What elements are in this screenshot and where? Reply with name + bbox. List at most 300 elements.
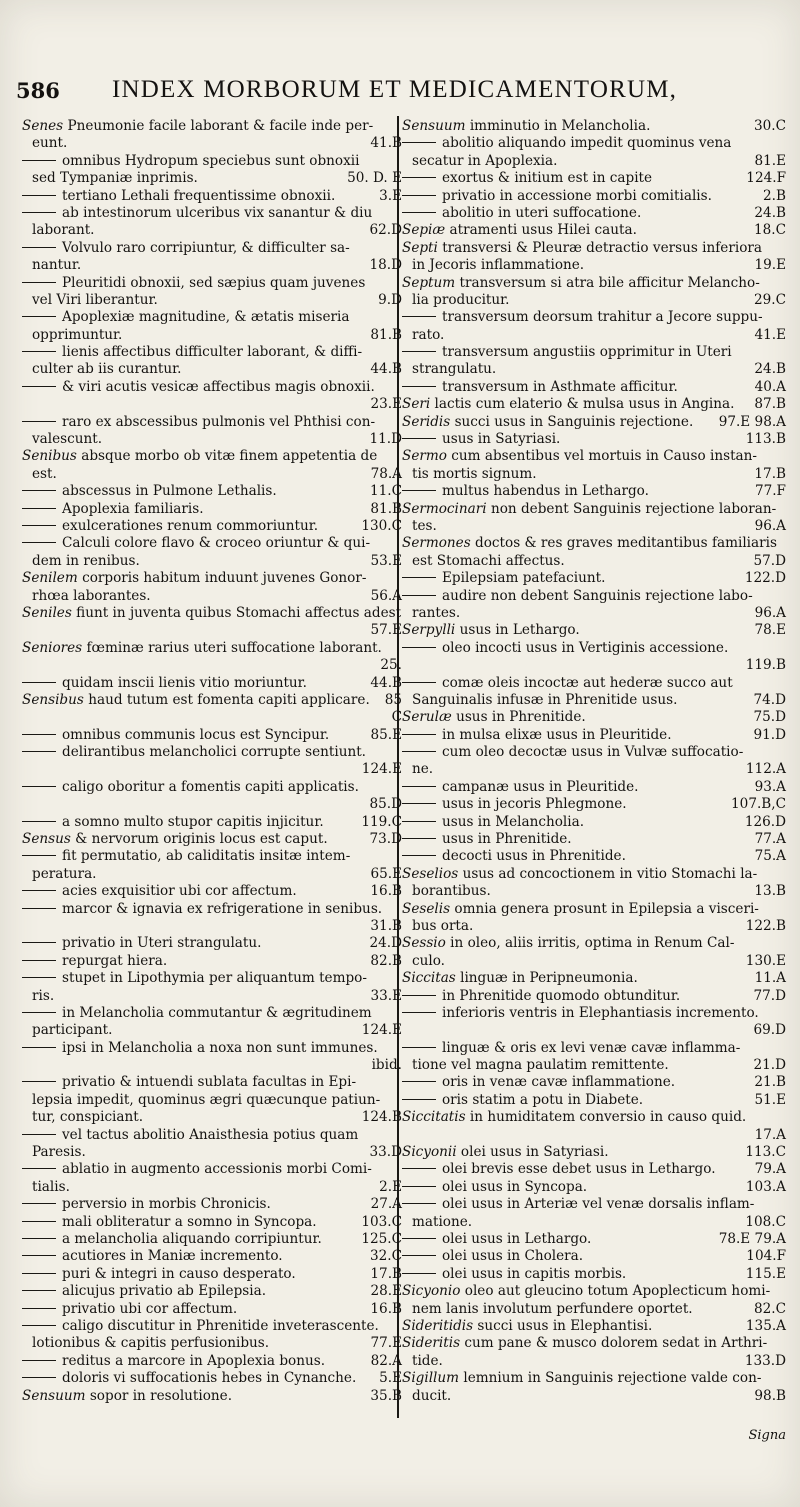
entry-line: [402, 831, 786, 848]
entry-line: [22, 466, 402, 483]
ditto-dash: [22, 282, 56, 283]
page-reference: 24.B: [754, 361, 786, 378]
index-entry: [22, 205, 402, 240]
page-reference: 18.D: [369, 257, 402, 274]
index-entry: [22, 483, 402, 500]
index-entry: [22, 692, 402, 727]
index-entry: [402, 1335, 786, 1370]
index-entry: [402, 1196, 786, 1231]
page-reference: 16.B: [370, 1300, 402, 1317]
page-reference: 91.D: [753, 726, 786, 743]
index-entry: [22, 1214, 402, 1231]
entry-line: [22, 292, 402, 309]
ditto-dash: [402, 838, 436, 839]
entry-line: [402, 414, 786, 431]
entry-headword: Septum: [402, 274, 456, 291]
index-entry: [402, 814, 786, 831]
page-reference: 125.C: [361, 1231, 402, 1247]
entry-line: [402, 657, 786, 674]
ditto-dash: [402, 647, 436, 648]
page-reference: 78.E 79.A: [718, 1231, 786, 1247]
entry-headword: Sicyonio: [402, 1283, 461, 1300]
entry-line: [402, 327, 786, 344]
entry-line: [402, 1335, 786, 1352]
page-reference: 75.A: [754, 848, 786, 865]
page-reference: 73.D: [369, 831, 402, 848]
index-entry: [402, 309, 786, 344]
entry-line: [22, 622, 402, 639]
entry-text: rato.: [412, 326, 445, 343]
entry-line: [402, 970, 786, 987]
entry-line: [22, 205, 402, 222]
page-reference: 85.D: [369, 796, 402, 813]
index-entry: [402, 344, 786, 379]
index-entry: [22, 1074, 402, 1126]
entry-text: Paresis.: [32, 1144, 86, 1161]
ditto-dash: [22, 351, 56, 352]
ditto-dash: [22, 855, 56, 856]
entry-line: [22, 1092, 402, 1109]
entry-line: [22, 831, 402, 848]
ditto-dash: [402, 577, 436, 578]
index-entry: [402, 848, 786, 865]
page-reference: 11.A: [754, 970, 786, 987]
entry-text: sed Tympaniæ inprimis.: [32, 170, 198, 187]
entry-line: [402, 379, 786, 396]
entry-text: dem in renibus.: [32, 552, 140, 569]
entry-headword: Senibus: [22, 448, 77, 465]
entry-line: [402, 135, 786, 152]
entry-text: usus in Phrenitide.: [456, 709, 586, 726]
entry-text: usus in Phrenitide.: [442, 831, 572, 848]
index-entry: [22, 953, 402, 970]
ditto-dash: [22, 960, 56, 961]
entry-text: in humiditatem conversio in causo quid.: [469, 1109, 747, 1126]
entry-line: [22, 1179, 402, 1196]
entry-text: lia producitur.: [412, 291, 510, 308]
entry-line: [22, 970, 402, 987]
entry-text: strangulatu.: [412, 361, 497, 378]
entry-line: [402, 1040, 786, 1057]
page-reference: 119.C: [361, 813, 402, 830]
entry-headword: Siccitatis: [402, 1109, 466, 1126]
entry-line: [402, 866, 786, 883]
entry-line: [402, 1231, 786, 1248]
entry-line: [22, 814, 402, 831]
ditto-dash: [22, 490, 56, 491]
index-entry: [402, 1179, 786, 1196]
entry-text: caligo discutitur in Phrenitide inveterascente.: [62, 1317, 379, 1334]
page-reference: 96.A: [754, 517, 786, 534]
entry-line: [22, 553, 402, 570]
running-title: INDEX MORBORUM ET MEDICAMENTORUM,: [112, 76, 678, 103]
entry-line: [402, 1214, 786, 1231]
ditto-dash: [22, 1308, 56, 1309]
entry-text: peratura.: [32, 865, 97, 882]
entry-line: [22, 692, 402, 709]
ditto-dash: [22, 421, 56, 422]
entry-line: [402, 535, 786, 552]
entry-text: caligo oboritur a fomentis capiti applicatis.: [62, 778, 359, 795]
entry-text: lepsia impedit, quominus ægri quæcunque patiun-: [32, 1091, 381, 1108]
entry-line: [22, 1266, 402, 1283]
entry-text: in Phrenitide quomodo obtunditur.: [442, 987, 681, 1004]
ditto-dash: [22, 1081, 56, 1082]
entry-headword: Sessio: [402, 935, 446, 952]
entry-text: nantur.: [32, 257, 82, 274]
entry-text: doctos & res graves meditantibus familiaris: [475, 535, 777, 552]
page-reference: 19.E: [754, 257, 786, 274]
entry-text: doloris vi suffocationis hebes in Cynanche.: [62, 1370, 357, 1387]
entry-line: [402, 518, 786, 535]
entry-headword: Seniles: [22, 604, 72, 621]
page-reference: 96.A: [754, 604, 786, 621]
entry-text: lactis cum elaterio & mulsa usus in Angina.: [434, 396, 735, 413]
entry-text: Apoplexiæ magnitudine, & ætatis miseria: [62, 309, 350, 326]
page-reference: 108.C: [745, 1213, 786, 1230]
entry-line: [22, 675, 402, 692]
entry-line: [22, 344, 402, 361]
page-reference: 78.E: [754, 622, 786, 639]
entry-text: non debent Sanguinis rejectione laboran-: [490, 500, 777, 517]
entry-line: [402, 257, 786, 274]
entry-text: cum pane & musco dolorem sedat in Arthri-: [464, 1335, 768, 1352]
index-entry: [402, 1231, 786, 1248]
entry-text: marcor & ignavia ex refrigeratione in senibus.: [62, 900, 383, 917]
entry-text: borantibus.: [412, 883, 491, 900]
index-entry: [22, 1005, 402, 1040]
entry-text: campanæ usus in Pleuritide.: [442, 778, 639, 795]
page-reference: 81.B: [370, 500, 402, 517]
index-entry: [22, 675, 402, 692]
entry-text: oleo incocti usus in Vertiginis accessione.: [442, 639, 729, 656]
page-reference: 85.E: [370, 726, 402, 743]
index-entry: [402, 796, 786, 813]
page-reference: 103.A: [745, 1178, 786, 1195]
entry-line: [22, 1370, 402, 1387]
index-entry: [22, 1040, 402, 1075]
entry-line: [402, 292, 786, 309]
entry-headword: Sepiæ: [402, 222, 446, 239]
entry-text: olei usus in Cholera.: [442, 1248, 584, 1265]
ditto-dash: [402, 751, 436, 752]
index-entry: [402, 188, 786, 205]
entry-line: [402, 935, 786, 952]
ditto-dash: [402, 1047, 436, 1048]
entry-headword: Sicyonii: [402, 1144, 457, 1161]
index-entry: [22, 1370, 402, 1387]
ditto-dash: [402, 821, 436, 822]
entry-line: [22, 1196, 402, 1213]
ditto-dash: [22, 508, 56, 509]
entry-text: omnibus Hydropum speciebus sunt obnoxii: [62, 152, 360, 169]
entry-line: [22, 135, 402, 152]
index-entry: [402, 1248, 786, 1265]
entry-line: [22, 709, 402, 726]
entry-text: alicujus privatio ab Epilepsia.: [62, 1283, 267, 1300]
page-reference: 50. D. E: [347, 170, 402, 187]
entry-line: [402, 205, 786, 222]
entry-text: in Jecoris inflammatione.: [412, 257, 585, 274]
index-entry: [402, 1318, 786, 1335]
page-reference: 2.E: [379, 1178, 402, 1195]
entry-text: ris.: [32, 987, 55, 1004]
entry-text: olei usus in Syncopa.: [442, 1178, 588, 1195]
entry-line: [22, 1022, 402, 1039]
entry-line: [22, 483, 402, 500]
entry-line: [22, 501, 402, 518]
ditto-dash: [402, 1168, 436, 1169]
ditto-dash: [22, 734, 56, 735]
page-reference: 133.D: [744, 1352, 786, 1369]
entry-line: [402, 779, 786, 796]
page-reference: 5.E: [379, 1370, 402, 1387]
entry-headword: Sensibus: [22, 691, 84, 708]
entry-line: [402, 1283, 786, 1300]
entry-line: [22, 153, 402, 170]
entry-headword: Sermones: [402, 535, 471, 552]
index-entry: [22, 1127, 402, 1162]
entry-line: [402, 1074, 786, 1091]
entry-text: usus in Melancholia.: [442, 813, 585, 830]
entry-headword: Sensuum: [22, 1387, 86, 1404]
page-reference: 44.B: [370, 361, 402, 378]
page-reference: C: [391, 709, 402, 726]
page-reference: 13.B: [754, 883, 786, 900]
index-entry: [22, 448, 402, 483]
entry-text: in Melancholia commutantur & ægritudinem: [62, 1004, 372, 1021]
index-entry: [22, 814, 402, 831]
page-reference: 24.B: [754, 204, 786, 221]
page-reference: 113.C: [745, 1144, 786, 1161]
page-reference: 24.D: [369, 935, 402, 952]
index-entry: [22, 240, 402, 275]
entry-text: fit permutatio, ab caliditatis insitæ intem-: [62, 848, 351, 865]
entry-text: Epilepsiam patefaciunt.: [442, 570, 606, 587]
entry-text: usus in Satyriasi.: [442, 431, 561, 448]
entry-line: [22, 257, 402, 274]
entry-text: vel Viri liberantur.: [32, 291, 158, 308]
entry-text: oleo aut gleucino totum Apoplecticum homi-: [464, 1283, 771, 1300]
ditto-dash: [402, 855, 436, 856]
page-reference: 77.A: [754, 831, 786, 848]
entry-line: [22, 1109, 402, 1126]
ditto-dash: [22, 247, 56, 248]
entry-line: [22, 883, 402, 900]
ditto-dash: [22, 942, 56, 943]
entry-line: [402, 344, 786, 361]
entry-text: tis mortis signum.: [412, 465, 537, 482]
entry-line: [402, 1179, 786, 1196]
entry-line: [402, 692, 786, 709]
index-entry: [22, 727, 402, 744]
entry-text: transversi & Pleuræ detractio versus inferiora: [442, 239, 762, 256]
index-entry: [402, 205, 786, 222]
page-reference: 78.A: [370, 465, 402, 482]
entry-text: & nervorum originis locus est caput.: [75, 831, 328, 848]
page-reference: 130.C: [361, 517, 402, 534]
entry-line: [22, 1127, 402, 1144]
entry-text: imminutio in Melancholia.: [469, 118, 651, 134]
page-reference: 65.E: [370, 865, 402, 882]
entry-line: [402, 1248, 786, 1265]
entry-text: stupet in Lipothymia per aliquantum tempo-: [62, 970, 367, 987]
entry-line: [402, 153, 786, 170]
entry-line: [402, 622, 786, 639]
ditto-dash: [402, 1273, 436, 1274]
entry-line: [22, 657, 402, 674]
page-reference: 79.A: [754, 1161, 786, 1178]
entry-line: [22, 448, 402, 465]
entry-line: [22, 1335, 402, 1352]
page-number: 586: [16, 78, 60, 103]
entry-headword: Serpylli: [402, 622, 456, 639]
ditto-dash: [22, 1238, 56, 1239]
ditto-dash: [402, 386, 436, 387]
entry-line: [22, 1248, 402, 1265]
entry-line: [22, 605, 402, 622]
entry-line: [402, 744, 786, 761]
entry-line: [22, 396, 402, 413]
entry-line: [22, 222, 402, 239]
entry-text: olei usus in Lethargo.: [442, 1231, 592, 1247]
index-entry: [402, 535, 786, 570]
entry-text: participant.: [32, 1022, 113, 1039]
page-reference: 3.E: [379, 187, 402, 204]
entry-line: [22, 640, 402, 657]
index-entry: [402, 431, 786, 448]
page-reference: 74.D: [753, 691, 786, 708]
entry-text: privatio in accessione morbi comitialis.: [442, 187, 712, 204]
page-reference: 51.E: [754, 1091, 786, 1108]
entry-text: olei usus in capitis morbis.: [442, 1265, 627, 1282]
ditto-dash: [22, 1012, 56, 1013]
entry-text: ducit.: [412, 1387, 452, 1404]
page-reference: 124.B: [361, 1109, 402, 1126]
index-entry: [402, 414, 786, 431]
entry-line: [22, 309, 402, 326]
entry-headword: Sideritis: [402, 1335, 461, 1352]
entry-text: Sanguinalis infusæ in Phrenitide usus.: [412, 691, 678, 708]
index-entry: [402, 483, 786, 500]
right-column: [402, 118, 786, 1405]
ditto-dash: [22, 682, 56, 683]
entry-line: [402, 553, 786, 570]
entry-headword: Sigillum: [402, 1370, 460, 1387]
entry-text: multus habendus in Lethargo.: [442, 483, 649, 500]
index-entry: [22, 570, 402, 605]
index-entry: [22, 275, 402, 310]
entry-line: [22, 361, 402, 378]
entry-line: [402, 1196, 786, 1213]
entry-text: puri & integri in causo desperato.: [62, 1265, 296, 1282]
entry-text: culo.: [412, 952, 445, 969]
index-entry: [22, 518, 402, 535]
page-reference: 21.B: [754, 1074, 786, 1091]
entry-text: usus in Lethargo.: [459, 622, 580, 639]
entry-text: tide.: [412, 1352, 443, 1369]
entry-line: [22, 1040, 402, 1057]
page-reference: 97.E 98.A: [718, 413, 786, 430]
page-reference: 23.E: [370, 396, 402, 413]
catchword: Signa: [748, 1428, 786, 1443]
entry-line: [402, 222, 786, 239]
page-header: [12, 72, 788, 112]
entry-line: [22, 848, 402, 865]
page-reference: 77.F: [754, 483, 786, 500]
index-entry: [22, 1231, 402, 1248]
page-reference: 2.B: [763, 187, 786, 204]
page-reference: 33.E: [370, 987, 402, 1004]
entry-headword: Seri: [402, 396, 431, 413]
entry-line: [22, 866, 402, 883]
entry-line: [22, 379, 402, 396]
entry-text: eunt.: [32, 135, 68, 152]
entry-headword: Sensuum: [402, 118, 466, 134]
entry-text: usus in jecoris Phlegmone.: [442, 796, 627, 813]
index-entry: [22, 605, 402, 640]
entry-line: [402, 275, 786, 292]
page-reference: 85: [384, 691, 402, 708]
entry-line: [22, 1301, 402, 1318]
page-reference: 82.A: [370, 1352, 402, 1369]
entry-line: [402, 188, 786, 205]
entry-text: oris in venæ cavæ inflammatione.: [442, 1074, 676, 1091]
ditto-dash: [402, 142, 436, 143]
ditto-dash: [22, 1221, 56, 1222]
ditto-dash: [402, 1081, 436, 1082]
entry-line: [402, 361, 786, 378]
entry-text: in oleo, aliis irritis, optima in Renum Cal-: [450, 935, 735, 952]
entry-text: delirantibus melancholici corrupte sentiunt.: [62, 744, 366, 761]
entry-text: Pneumonie facile laborant & facile inde per-: [67, 118, 374, 134]
ditto-dash: [22, 542, 56, 543]
ditto-dash: [402, 177, 436, 178]
ditto-dash: [22, 1203, 56, 1204]
index-entry: [402, 675, 786, 710]
page-reference: 126.D: [744, 813, 786, 830]
entry-headword: Sermocinari: [402, 500, 487, 517]
entry-headword: Sideritidis: [402, 1317, 474, 1334]
index-entry: [402, 901, 786, 936]
page-reference: 124.F: [746, 170, 786, 187]
ditto-dash: [402, 438, 436, 439]
entry-line: [402, 796, 786, 813]
entry-text: repurgat hiera.: [62, 952, 168, 969]
entry-line: [22, 1231, 402, 1248]
index-entry: [22, 970, 402, 1005]
page-reference: 62.D: [369, 222, 402, 239]
entry-line: [402, 396, 786, 413]
page-reference: ibid.: [371, 1057, 402, 1074]
entry-text: inferioris ventris in Elephantiasis incremento.: [442, 1004, 759, 1021]
entry-text: transversum in Asthmate afficitur.: [442, 378, 678, 395]
page-reference: 44.B: [370, 674, 402, 691]
page-reference: 130.E: [745, 952, 786, 969]
entry-line: [402, 431, 786, 448]
index-entry: [402, 135, 786, 170]
entry-text: tertiano Lethali frequentissime obnoxii.: [62, 187, 336, 204]
index-entry: [402, 501, 786, 536]
entry-text: tione vel magna paulatim remittente.: [412, 1057, 669, 1074]
index-entry: [402, 640, 786, 675]
index-entry: [22, 883, 402, 900]
entry-text: vel tactus abolitio Anaisthesia potius quam: [62, 1126, 359, 1143]
entry-headword: Serulæ: [402, 709, 452, 726]
page-reference: 119.B: [745, 657, 786, 674]
index-entry: [22, 1196, 402, 1213]
entry-line: [22, 170, 402, 187]
